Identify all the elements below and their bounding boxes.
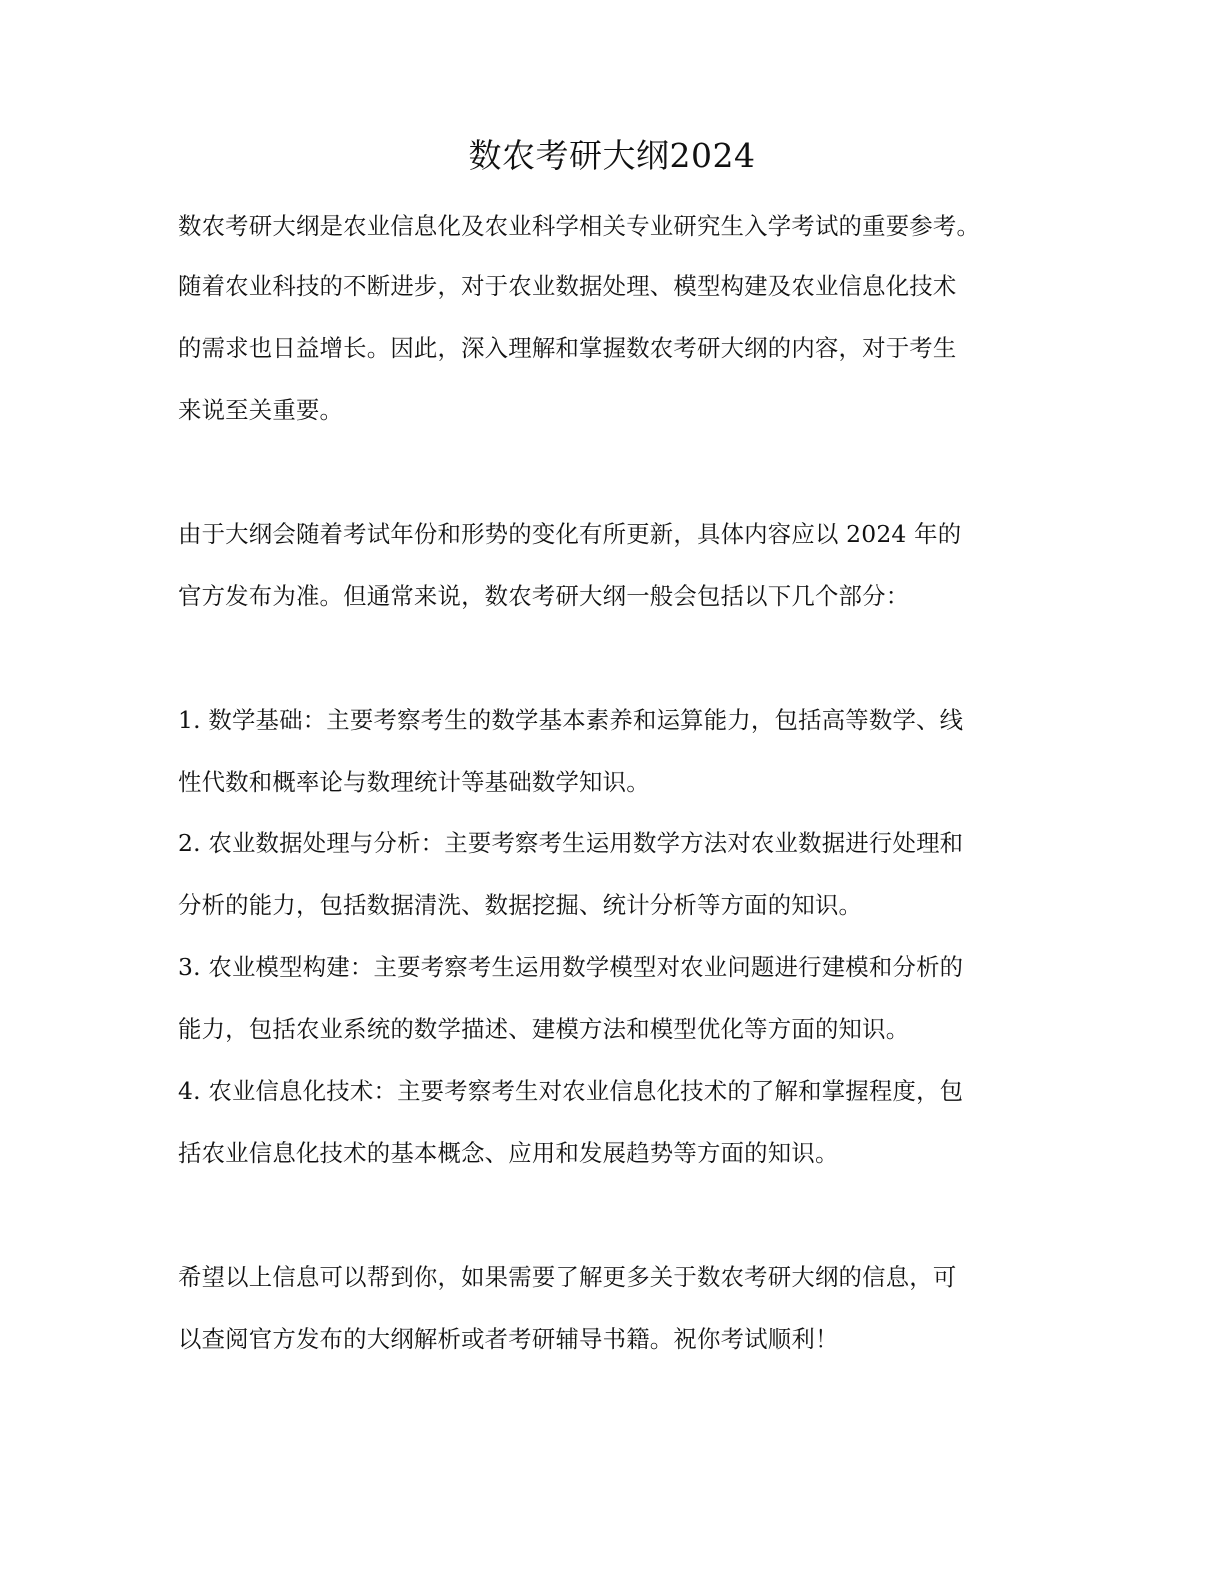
paragraph-line: 以查阅官方发布的大纲解析或者考研辅导书籍。祝你考试顺利！ [178, 1325, 839, 1353]
list-item-line: 3. 农业模型构建：主要考察考生运用数学模型对农业问题进行建模和分析的 [178, 953, 964, 981]
list-item-line: 分析的能力，包括数据清洗、数据挖掘、统计分析等方面的知识。 [178, 891, 863, 919]
paragraph-line: 的需求也日益增长。因此，深入理解和掌握数农考研大纲的内容，对于考生 [178, 334, 957, 362]
list-item-line: 能力，包括农业系统的数学描述、建模方法和模型优化等方面的知识。 [178, 1015, 910, 1043]
paragraph-line: 来说至关重要。 [178, 396, 344, 424]
list-item-line: 1. 数学基础：主要考察考生的数学基本素养和运算能力，包括高等数学、线 [178, 706, 964, 734]
document-title: 数农考研大纲2024 [468, 136, 756, 175]
paragraph-line: 由于大纲会随着考试年份和形势的变化有所更新，具体内容应以 2024 年的 [178, 520, 962, 548]
list-item-line: 4. 农业信息化技术：主要考察考生对农业信息化技术的了解和掌握程度，包 [178, 1077, 964, 1105]
list-item-line: 性代数和概率论与数理统计等基础数学知识。 [178, 768, 650, 796]
paragraph-line: 数农考研大纲是农业信息化及农业科学相关专业研究生入学考试的重要参考。 [178, 212, 981, 240]
paragraph-line: 希望以上信息可以帮到你，如果需要了解更多关于数农考研大纲的信息，可 [178, 1263, 957, 1291]
list-item-line: 2. 农业数据处理与分析：主要考察考生运用数学方法对农业数据进行处理和 [178, 829, 964, 857]
list-item-line: 括农业信息化技术的基本概念、应用和发展趋势等方面的知识。 [178, 1139, 839, 1167]
paragraph-line: 官方发布为准。但通常来说，数农考研大纲一般会包括以下几个部分： [178, 582, 910, 610]
paragraph-line: 随着农业科技的不断进步，对于农业数据处理、模型构建及农业信息化技术 [178, 272, 957, 300]
